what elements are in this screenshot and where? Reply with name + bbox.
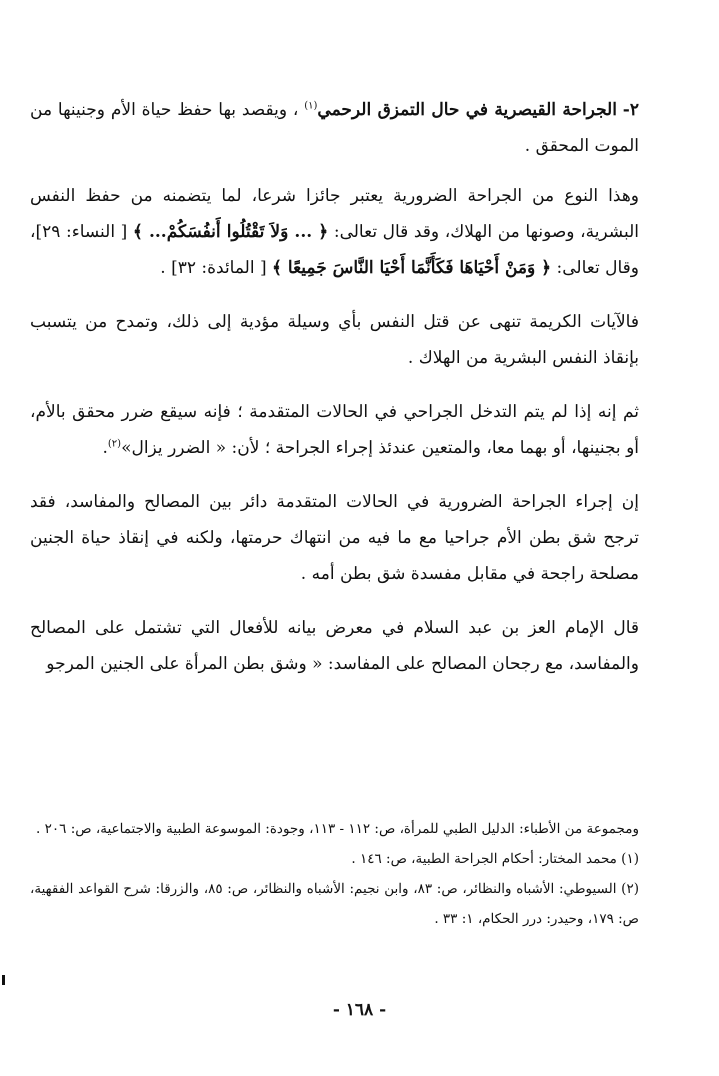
item-number: ٢-	[622, 100, 639, 120]
footnote-ref-1[interactable]: (١)	[304, 100, 318, 112]
scan-edge-mark	[2, 975, 5, 985]
footnote-2: (٢) السيوطي: الأشباه والنظائر، ص: ٨٣، وابن نجيم: الأشباه والنظائر، ص: ٨٥، والزرقا: شرح القواعد الفقهية، ص: ١٧٩، وحيدر: درر الحكام، ١: ٣٣ .	[30, 881, 639, 927]
paragraph-1	[30, 92, 639, 164]
footnote-1: (١) محمد المختار: أحكام الجراحة الطبية، ص: ١٤٦ .	[351, 851, 639, 867]
footnote-continuation: ومجموعة من الأطباء: الدليل الطبي للمرأة، ص: ١١٢ - ١١٣، وجودة: الموسوعة الطبية والاجتماعية، ص: ٢٠٦ .	[36, 821, 639, 837]
paragraph-2	[30, 178, 639, 286]
paragraph-5: إن إجراء الجراحة الضرورية في الحالات المتقدمة دائر بين المصالح والمفاسد، فقد ترجح شق بطن الأم جراحيا مع ما فيه من انتهاك حرمتها، ولكنه في إنقاذ حياة الجنين مصلحة راجحة في مقابل مفسدة شق بطن أمه .	[30, 492, 639, 584]
main-text	[30, 92, 639, 700]
page-number: - ١٦٨ -	[332, 1000, 387, 1020]
paragraph-3: فالآيات الكريمة تنهى عن قتل النفس بأي وسيلة مؤدية إلى ذلك، وتمدح من يتسبب بإنقاذ النفس البشرية من الهلاك .	[30, 312, 639, 368]
paragraph-4	[30, 394, 639, 466]
footnote-ref-2[interactable]: (٢)	[107, 438, 122, 450]
quran-verse-2: ﴿ وَمَنْ أَحْيَاهَا فَكَأَنَّمَا أَحْيَا النَّاسَ جَمِيعًا ﴾	[272, 258, 552, 278]
paragraph-4-end: .	[102, 438, 108, 458]
paragraph-2-c: [ المائدة: ٣٢] .	[160, 258, 267, 278]
quran-verse-1: ﴿ ... وَلاَ تَقْتُلُوا أَنفُسَكُمْ... ﴾	[132, 222, 329, 242]
footnotes	[30, 814, 639, 934]
paragraph-2-a: وهذا النوع من الجراحة الضرورية يعتبر جائزا شرعا، لما يتضمنه من حفظ النفس البشرية، وصونها من الهلاك، وقد قال تعالى:	[30, 186, 640, 242]
item-heading: الجراحة القيصرية في حال التمزق الرحمي	[317, 100, 617, 120]
paragraph-2-b: [ النساء: ٢٩]، وقال تعالى:	[30, 222, 639, 278]
paragraph-4-text: ثم إنه إذا لم يتم التدخل الجراحي في الحالات المتقدمة ؛ فإنه سيقع ضرر محقق بالأم، أو بجنينها، أو بهما معا، والمتعين عندئذ إجراء الجراحة ؛ لأن: « الضرر يزال»	[30, 402, 639, 458]
paragraph-1-rest: ، ويقصد بها حفظ حياة الأم وجنينها من الموت المحقق .	[30, 100, 639, 156]
paragraph-6: قال الإمام العز بن عبد السلام في معرض بيانه للأفعال التي تشتمل على المصالح والمفاسد، مع رجحان المصالح على المفاسد: « وشق بطن المرأة على الجنين المرجو	[30, 618, 639, 674]
